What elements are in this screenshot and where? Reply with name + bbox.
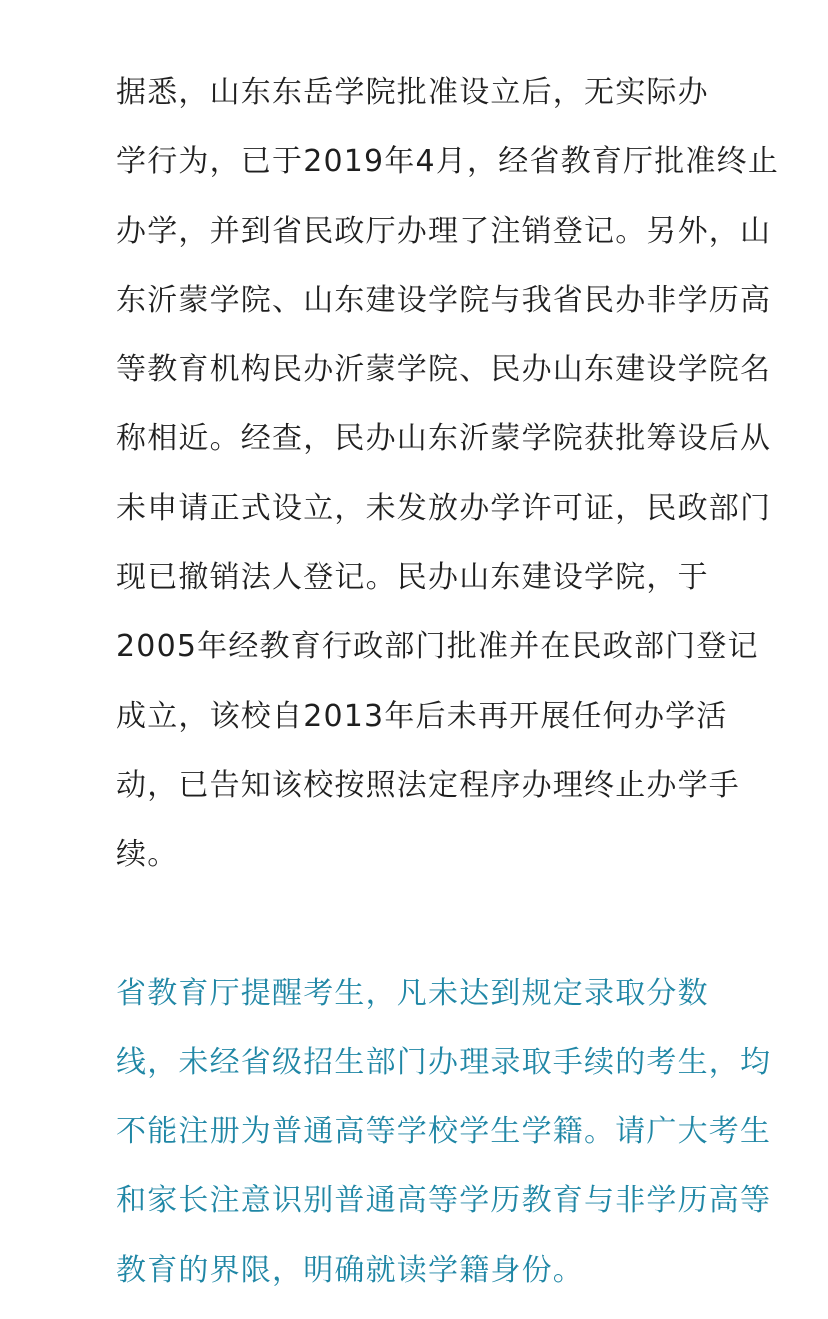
paragraph-line: 省教育厅提醒考生，凡未达到规定录取分数 (116, 975, 709, 1011)
paragraph-line: 学行为，已于2019年4月，经省教育厅批准终止 (116, 144, 780, 180)
paragraph-line: 动，已告知该校按照法定程序办理终止办学手 (116, 767, 740, 803)
paragraph-line: 2005年经教育行政部门批准并在民政部门登记 (116, 629, 759, 665)
paragraph-reminder (48, 959, 778, 1305)
paragraph-line: 续。 (116, 837, 179, 873)
paragraph-line: 据悉，山东东岳学院批准设立后，无实际办 (116, 75, 709, 110)
paragraph-line: 和家长注意识别普通高等学历教育与非学历高等 (116, 1183, 772, 1219)
paragraph-line: 等教育机构民办沂蒙学院、民办山东建设学院名 (116, 352, 772, 388)
article-body (48, 58, 778, 1305)
paragraph-line: 教育的界限，明确就读学籍身份。 (116, 1252, 584, 1288)
paragraph-school-status (48, 58, 778, 890)
paragraph-line: 称相近。经查，民办山东沂蒙学院获批筹设后从 (116, 421, 772, 457)
paragraph-line: 不能注册为普通高等学校学生学籍。请广大考生 (116, 1114, 772, 1150)
paragraph-line: 东沂蒙学院、山东建设学院与我省民办非学历高 (116, 282, 772, 318)
paragraph-line: 现已撤销法人登记。民办山东建设学院，于 (116, 560, 709, 596)
paragraph-line: 成立，该校自2013年后未再开展任何办学活 (116, 698, 728, 734)
paragraph-line: 办学，并到省民政厅办理了注销登记。另外，山 (116, 213, 772, 249)
paragraph-line: 线，未经省级招生部门办理录取手续的考生，均 (116, 1044, 772, 1080)
paragraph-line: 未申请正式设立，未发放办学许可证，民政部门 (116, 490, 772, 526)
